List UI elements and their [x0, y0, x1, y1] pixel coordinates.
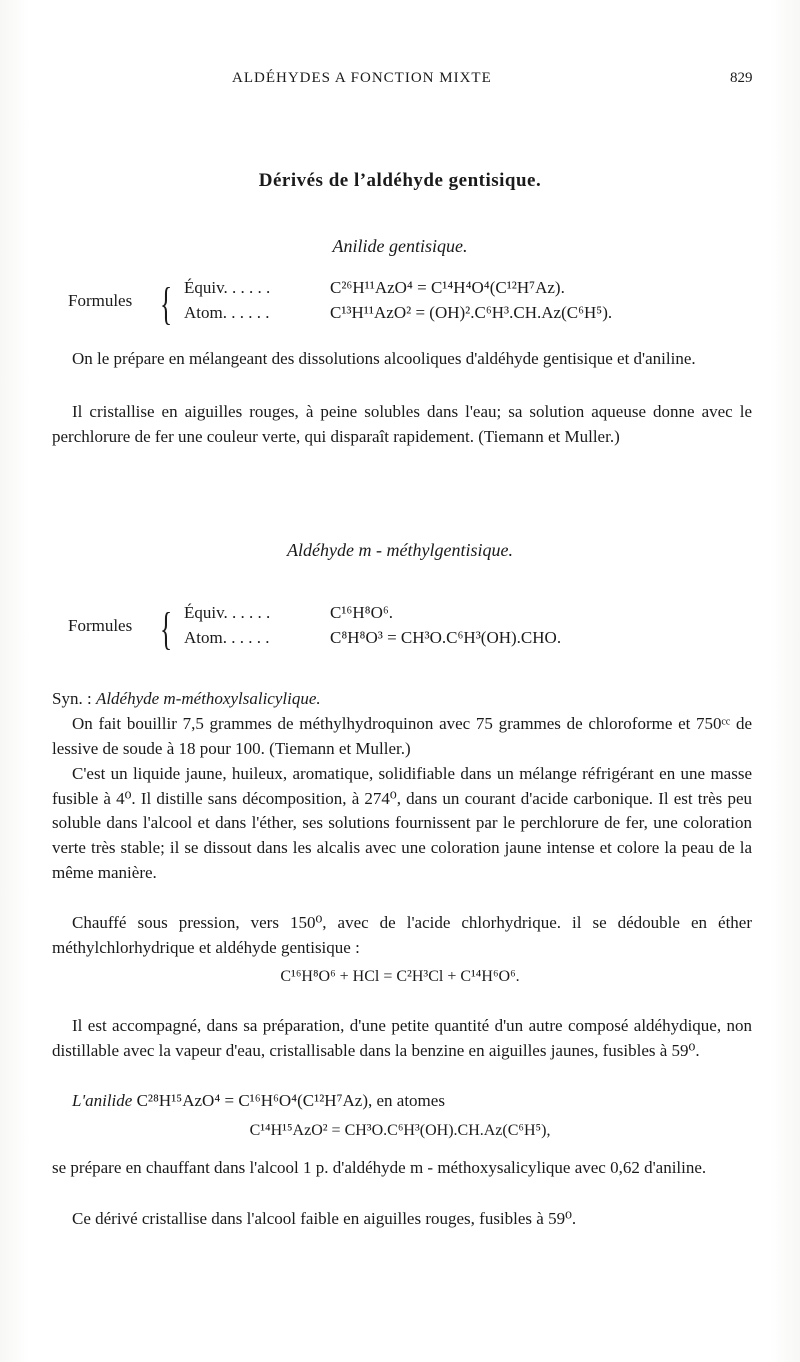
- anilide-prefix: L'anilide: [72, 1091, 133, 1110]
- atom-row: [184, 628, 562, 648]
- paragraph: On le prépare en mélangeant des dissolutions alcooliques d'aldéhyde gentisique et d'aniline.: [72, 349, 696, 368]
- paragraph: Chauffé sous pression, vers 150⁰, avec de l'acide chlorhydrique. il se dédouble en éther méthylchlorhydrique et aldéhyde gentisique :: [52, 913, 752, 957]
- formulas-label: Formules: [68, 616, 133, 635]
- synonym-line: [52, 687, 752, 712]
- anilide-line: [52, 1089, 752, 1114]
- atom-formula: C¹³H¹¹AzO² = (OH)².C⁶H³.CH.Az(C⁶H⁵).: [330, 303, 613, 322]
- bleed-through-text: [40, 100, 760, 230]
- brace-icon: {: [160, 278, 173, 329]
- running-title: ALDÉHYDES A FONCTION MIXTE: [232, 70, 492, 86]
- brace-icon: {: [160, 603, 173, 654]
- paragraph: On fait bouillir 7,5 grammes de méthylhydroquinon avec 75 grammes de chloroforme et 750ᶜᶜ de lessive de soude à 18 pour 100. (Tiemann et Muller.): [52, 714, 752, 758]
- paragraph: Ce dérivé cristallise dans l'alcool faible en aiguilles rouges, fusibles à 59⁰.: [72, 1209, 577, 1228]
- equation: C¹⁶H⁸O⁶ + HCl = C²H³Cl + C¹⁴H⁶O⁶.: [280, 968, 520, 985]
- atom-row: [184, 303, 613, 323]
- section-title: Dérivés de l’aldéhyde gentisique.: [258, 170, 542, 191]
- paragraph: C'est un liquide jaune, huileux, aromatique, solidifiable dans un mélange réfrigérant en une masse fusible à 4⁰. Il distille sans décomposition, à 274⁰, dans un courant d'acide carbonique. Il est très peu soluble dans l'alcool et dans l'éther, ses solutions fournissent par le perchlorure de fer, une coloration verte très stable; il se dissout dans les alcalis avec une coloration jaune intense et colore la peau de la même manière.: [52, 764, 752, 882]
- atom-label: Atom. . . . . .: [184, 628, 270, 647]
- anilide-title: Anilide gentisique.: [332, 236, 468, 256]
- atom-label: Atom. . . . . .: [184, 303, 270, 322]
- anilide-formula-text: C²⁸H¹⁵AzO⁴ = C¹⁶H⁶O⁴(C¹²H⁷Az), en atomes: [132, 1091, 445, 1110]
- atom-formula: C⁸H⁸O³ = CH³O.C⁶H³(OH).CHO.: [330, 628, 562, 647]
- anilide-equation: C¹⁴H¹⁵AzO² = CH³O.C⁶H³(OH).CH.Az(C⁶H⁵),: [249, 1122, 551, 1139]
- paragraph: Il cristallise en aiguilles rouges, à peine solubles dans l'eau; sa solution aqueuse donne avec le perchlorure de fer une couleur verte, qui disparaît rapidement. (Tiemann et Muller.): [52, 402, 752, 446]
- formulas-label: Formules: [68, 291, 133, 310]
- methyl-title: Aldéhyde m - méthylgentisique.: [287, 540, 513, 560]
- equiv-row: [184, 278, 565, 298]
- anilide-formulas: [0, 278, 800, 334]
- equiv-row: [184, 603, 394, 623]
- syn-prefix: Syn. :: [52, 689, 96, 708]
- equiv-formula: C²⁶H¹¹AzO⁴ = C¹⁴H⁴O⁴(C¹²H⁷Az).: [330, 278, 565, 297]
- paragraph: Il est accompagné, dans sa préparation, d'une petite quantité d'un autre composé aldéhydique, non distillable avec la vapeur d'eau, cristallisable dans la benzine en aiguilles jaunes, fusibles à 59⁰.: [52, 1016, 752, 1060]
- page-number: 829: [730, 70, 753, 86]
- equiv-label: Équiv. . . . . .: [184, 278, 271, 297]
- equiv-formula: C¹⁶H⁸O⁶.: [330, 603, 394, 622]
- paragraph: se prépare en chauffant dans l'alcool 1 p. d'aldéhyde m - méthoxysalicylique avec 0,62 d'aniline.: [52, 1158, 707, 1177]
- syn-name: Aldéhyde m-méthoxylsalicylique.: [95, 689, 321, 708]
- running-header: [0, 70, 800, 94]
- equiv-label: Équiv. . . . . .: [184, 603, 271, 622]
- methyl-formulas: [0, 603, 800, 659]
